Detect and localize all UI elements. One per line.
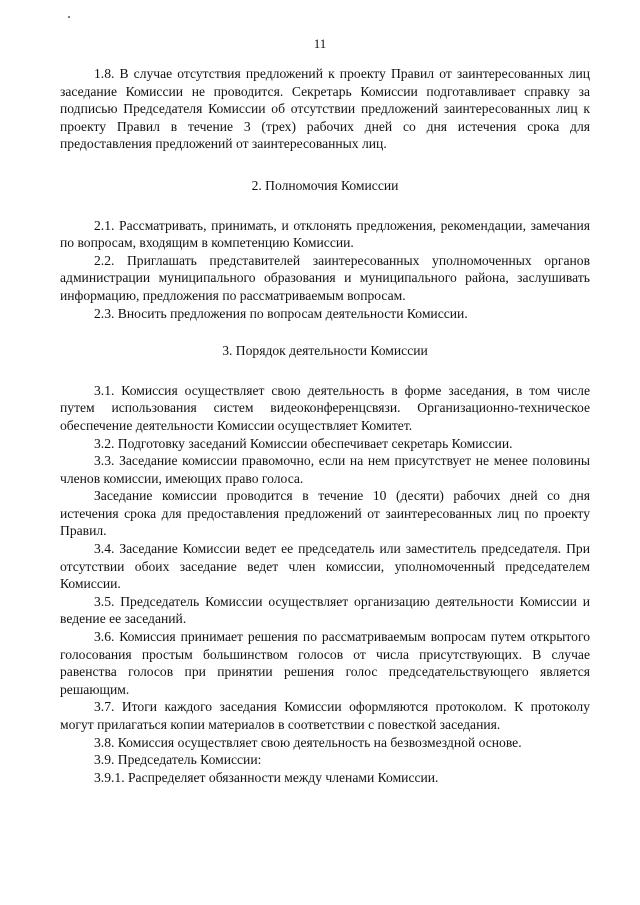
para-2-1: 2.1. Рассматривать, принимать, и отклонять предложения, рекомендации, замечания по вопросам, входящим в компетенцию Комиссии. [60,217,590,251]
para-3-9: 3.9. Председатель Комиссии: [94,752,262,768]
para-3-3-b: Заседание комиссии проводится в течение 10 (десяти) рабочих дней со дня истечения срока для предоставления предложений от заинтересованных лиц по проекту Правил. [60,488,590,539]
para-3-8: 3.8. Комиссия осуществляет свою деятельность на безвозмездной основе. [94,734,522,750]
para-1-8: 1.8. В случае отсутствия предложений к проекту Правил от заинтересованных лиц заседание Комиссии не проводится. Секретарь Комиссии подготавливает справку за подписью Председателя Комиссии об отсутствии предложений заинтересованных лиц к проекту Правил в течение 3 (трех) рабочих дней со дня истечения срока для предоставления предложений от заинтересованных лиц. [60,66,590,152]
section-3-heading: 3. Порядок деятельности Комиссии [222,343,428,359]
para-2-3: 2.3. Вносить предложения по вопросам деятельности Комиссии. [94,305,468,321]
page-number: 11 [313,36,327,51]
para-3-2: 3.2. Подготовку заседаний Комиссии обеспечивает секретарь Комиссии. [94,435,513,451]
para-3-9-1: 3.9.1. Распределяет обязанности между членами Комиссии. [94,769,439,785]
para-3-6: 3.6. Комиссия принимает решения по рассматриваемым вопросам путем открытого голосования простым большинством голосов от числа присутствующих. В случае равенства голосов при принятии решения голос председательствующего является решающим. [60,629,590,697]
document-body [60,65,590,786]
para-3-5: 3.5. Председатель Комиссии осуществляет организацию деятельности Комиссии и ведение ее заседаний. [60,593,590,627]
scan-speck [68,16,70,18]
para-2-2: 2.2. Приглашать представителей заинтересованных уполномоченных органов администрации муниципального образования и муниципального района, заслушивать информацию, предложения по рассматриваемым вопросам. [60,252,590,303]
para-3-3: 3.3. Заседание комиссии правомочно, если на нем присутствует не менее половины членов комиссии, имеющих право голоса. [60,453,590,486]
para-3-7: 3.7. Итоги каждого заседания Комиссии оформляются протоколом. К протоколу могут прилагаться копии материалов в соответствии с повесткой заседания. [60,699,590,732]
para-3-1: 3.1. Комиссия осуществляет свою деятельность в форме заседания, в том числе путем использования систем видеоконференцсвязи. Организационно-техническое обеспечение деятельности Комиссии осуществляет Комитет. [60,382,590,433]
para-3-4: 3.4. Заседание Комиссии ведет ее председатель или заместитель председателя. При отсутствии обоих заседание ведет член комиссии, уполномоченный председателем Комиссии. [60,541,590,592]
section-2-heading: 2. Полномочия Комиссии [251,177,399,193]
